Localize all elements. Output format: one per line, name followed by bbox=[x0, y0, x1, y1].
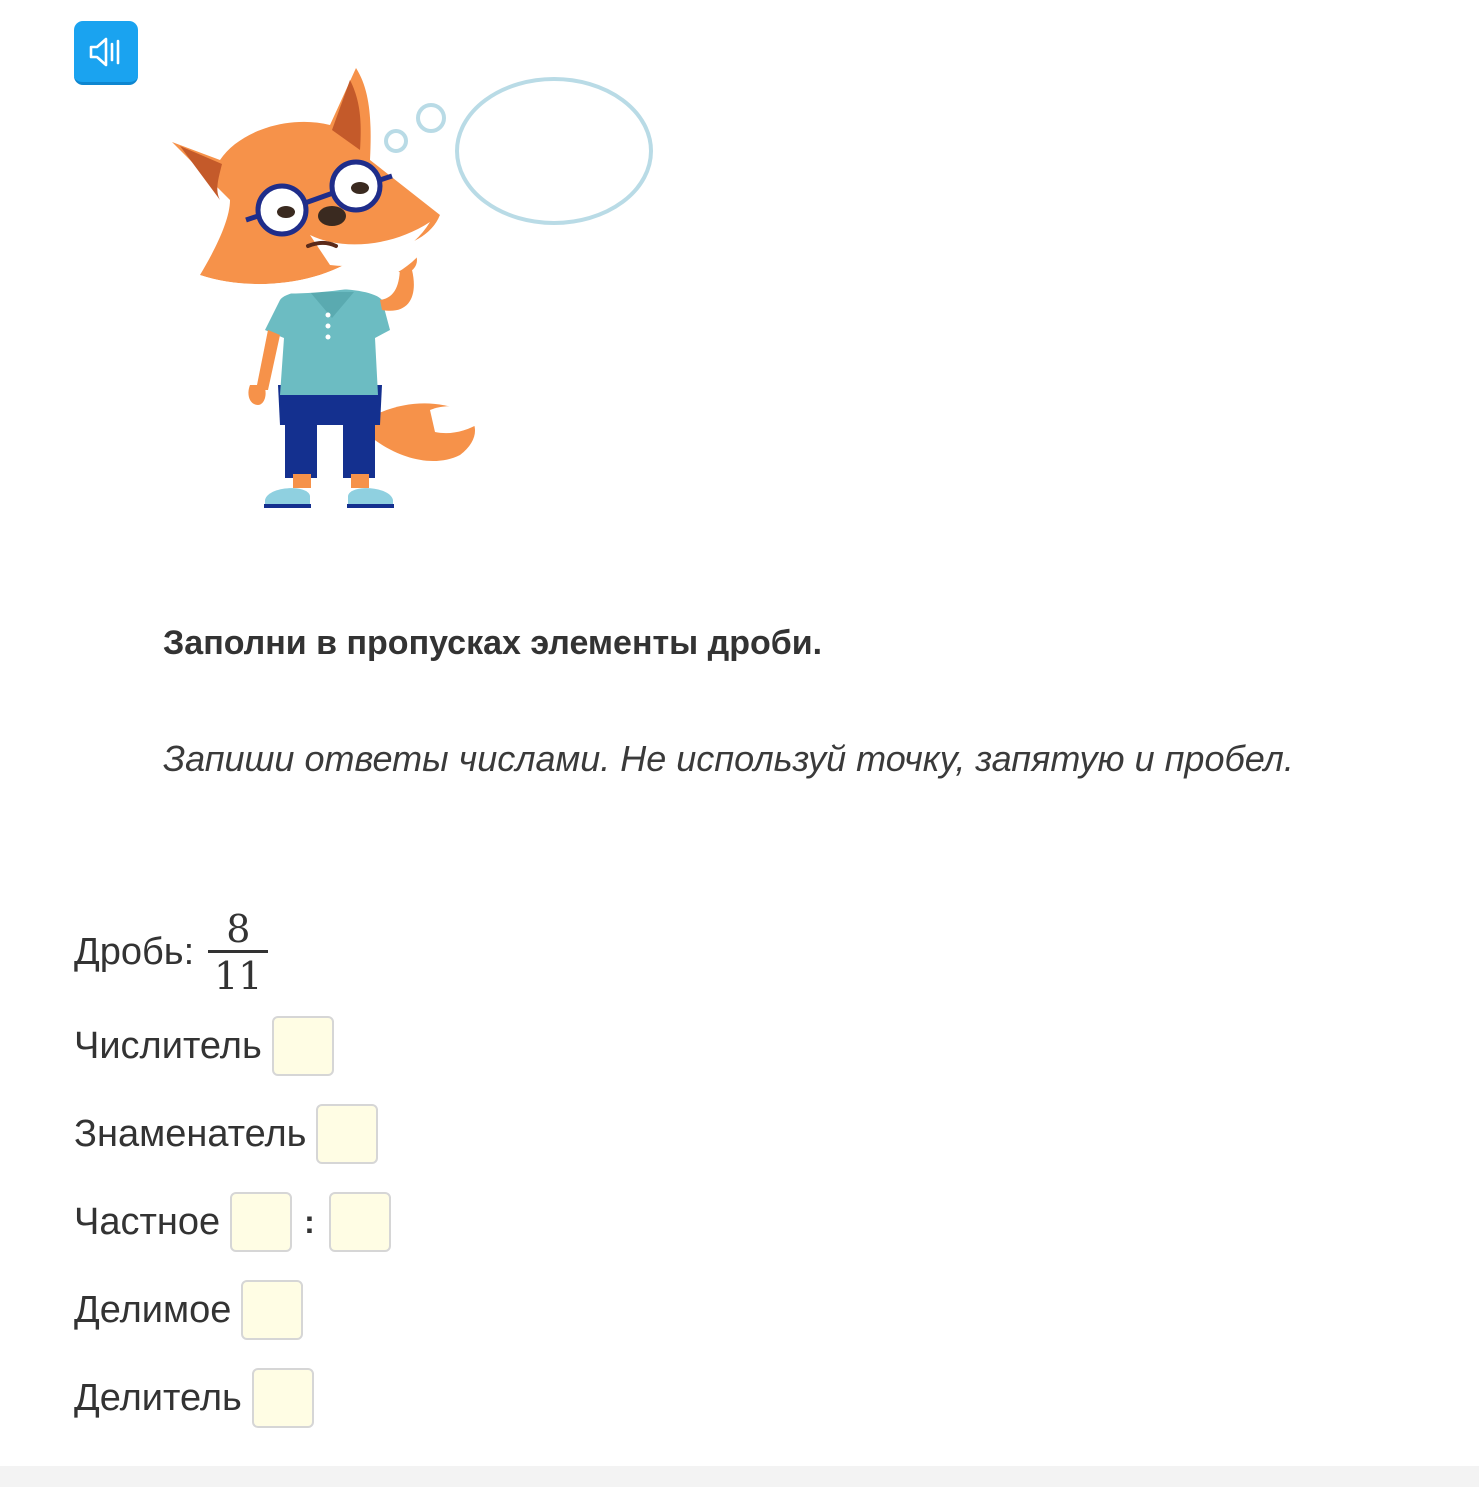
numerator-input[interactable] bbox=[272, 1016, 334, 1076]
dividend-row bbox=[74, 1279, 303, 1341]
quotient-label: Частное bbox=[74, 1200, 221, 1243]
divisor-row bbox=[74, 1367, 314, 1429]
speaker-icon bbox=[88, 35, 124, 69]
fraction-display bbox=[74, 906, 268, 998]
dividend-input[interactable] bbox=[241, 1280, 303, 1340]
fraction-label: Дробь: bbox=[74, 930, 195, 973]
task-hint: Запиши ответы числами. Не используй точку, запятую и пробел. bbox=[163, 738, 1294, 779]
fraction-numerator: 8 bbox=[226, 906, 251, 951]
thinking-fox-illustration bbox=[160, 60, 670, 520]
quotient-separator: : bbox=[304, 1203, 315, 1240]
quotient-dividend-input[interactable] bbox=[230, 1192, 292, 1252]
bottom-bar bbox=[0, 1466, 1479, 1487]
denominator-input[interactable] bbox=[316, 1104, 378, 1164]
numerator-row bbox=[74, 1015, 334, 1077]
audio-button[interactable] bbox=[74, 21, 138, 85]
numerator-label: Числитель bbox=[74, 1024, 262, 1067]
fraction bbox=[208, 908, 268, 997]
dividend-label: Делимое bbox=[74, 1288, 232, 1331]
fraction-denominator: 11 bbox=[208, 950, 268, 997]
divisor-input[interactable] bbox=[252, 1368, 314, 1428]
thought-bubble bbox=[386, 79, 651, 223]
denominator-label: Знаменатель bbox=[74, 1112, 307, 1155]
quotient-row bbox=[74, 1191, 391, 1253]
task-instruction: Заполни в пропусках элементы дроби. bbox=[163, 624, 823, 662]
quotient-divisor-input[interactable] bbox=[329, 1192, 391, 1252]
denominator-row bbox=[74, 1103, 378, 1165]
divisor-label: Делитель bbox=[74, 1376, 242, 1419]
